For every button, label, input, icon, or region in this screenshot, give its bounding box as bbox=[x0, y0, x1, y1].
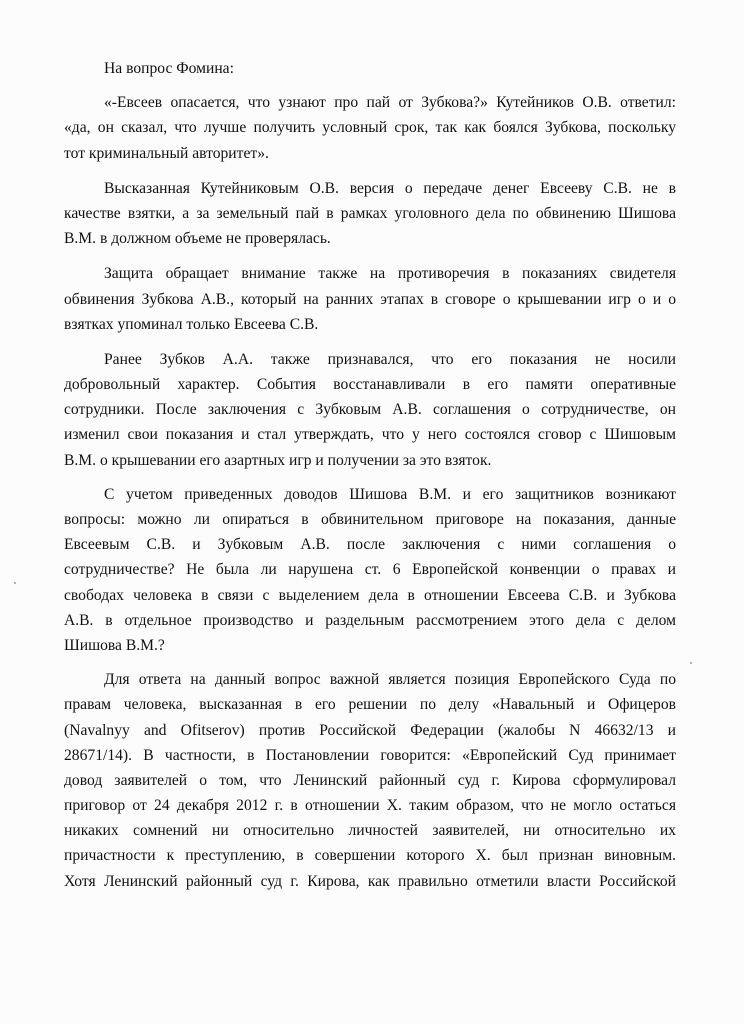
text-line: «-Евсеев опасается, что узнают про пай от Зубкова?» Кутейников О.В. ответил: bbox=[104, 94, 676, 112]
text-line: В.М. о крышевании его азартных игр и получении за это взяток. bbox=[64, 451, 492, 469]
paragraph bbox=[64, 347, 676, 473]
text-line: На вопрос Фомина: bbox=[104, 60, 234, 77]
text-line: Евсеевым С.В. и Зубковым А.В. после заключения с ними соглашения о bbox=[64, 536, 676, 554]
text-line: свободах человека в связи с выделением дела в отношении Евсеева С.В. и Зубкова bbox=[64, 586, 676, 604]
text-line: качестве взятки, а за земельный пай в рамках уголовного дела по обвинению Шишова bbox=[64, 204, 676, 222]
text-line: добровольный характер. События восстанавливали в его памяти оперативные bbox=[64, 376, 676, 394]
text-line: Хотя Ленинский районный суд г. Кирова, как правильно отметили власти Российской bbox=[64, 872, 676, 890]
text-line: 28671/14). В частности, в Постановлении говорится: «Европейский Суд принимает bbox=[64, 746, 676, 764]
text-line: взятках упоминал только Евсеева С.В. bbox=[64, 315, 319, 333]
text-line: довод заявителей о том, что Ленинский районный суд г. Кирова сформулировал bbox=[64, 771, 676, 789]
paragraph bbox=[64, 261, 676, 337]
text-line: В.М. в должном объеме не проверялась. bbox=[64, 230, 331, 248]
text-line: (Navalnyy and Ofitserov) против Российской Федерации (жалобы N 46632/13 и bbox=[64, 721, 676, 739]
text-line: тот криминальный авторитет». bbox=[64, 144, 269, 162]
text-line: Высказанная Кутейниковым О.В. версия о передаче денег Евсееву С.В. не в bbox=[104, 179, 676, 197]
paragraph bbox=[64, 667, 676, 894]
scan-speck bbox=[690, 662, 692, 664]
text-line: сотрудники. После заключения с Зубковым А.В. соглашения о сотрудничестве, он bbox=[64, 401, 676, 419]
text-line: Для ответа на данный вопрос важной является позиция Европейского Суда по bbox=[104, 671, 676, 689]
text-line: Шишова В.М.? bbox=[64, 636, 165, 654]
paragraph bbox=[64, 90, 676, 166]
text-line: никаких сомнений ни относительно личностей заявителей, ни относительно их bbox=[64, 822, 676, 840]
scan-speck bbox=[14, 582, 16, 584]
text-line: приговор от 24 декабря 2012 г. в отношении Х. таким образом, что не могло остаться bbox=[64, 797, 676, 815]
text-line: обвинения Зубкова А.В., который на ранних этапах в сговоре о крышевании игр о и о bbox=[64, 290, 676, 308]
text-line: причастности к преступлению, в совершении которого Х. был признан виновным. bbox=[64, 847, 676, 865]
text-line: «да, он сказал, что лучше получить условный срок, так как боялся Зубкова, поскольку bbox=[64, 119, 676, 137]
text-line: вопросы: можно ли опираться в обвинительном приговоре на показания, данные bbox=[64, 511, 676, 528]
text-line: изменил свои показания и стал утверждать, что у него состоялся сговор с Шишовым bbox=[64, 426, 676, 444]
paragraph bbox=[64, 176, 676, 252]
text-line: правам человека, высказанная в его решении по делу «Навальный и Офицеров bbox=[64, 696, 676, 714]
text-line: А.В. в отдельное производство и раздельным рассмотрением этого дела с делом bbox=[64, 611, 676, 629]
paragraph bbox=[64, 482, 676, 658]
text-line: С учетом приведенных доводов Шишова В.М. и его защитников возникают bbox=[104, 485, 676, 503]
text-line: сотрудничестве? Не была ли нарушена ст. 6 Европейской конвенции о правах и bbox=[64, 561, 676, 579]
text-line: Ранее Зубков А.А. также признавался, что его показания не носили bbox=[104, 350, 676, 368]
paragraph bbox=[64, 56, 676, 81]
document-body bbox=[64, 56, 676, 894]
text-line: Защита обращает внимание также на противоречия в показаниях свидетеля bbox=[104, 265, 676, 283]
